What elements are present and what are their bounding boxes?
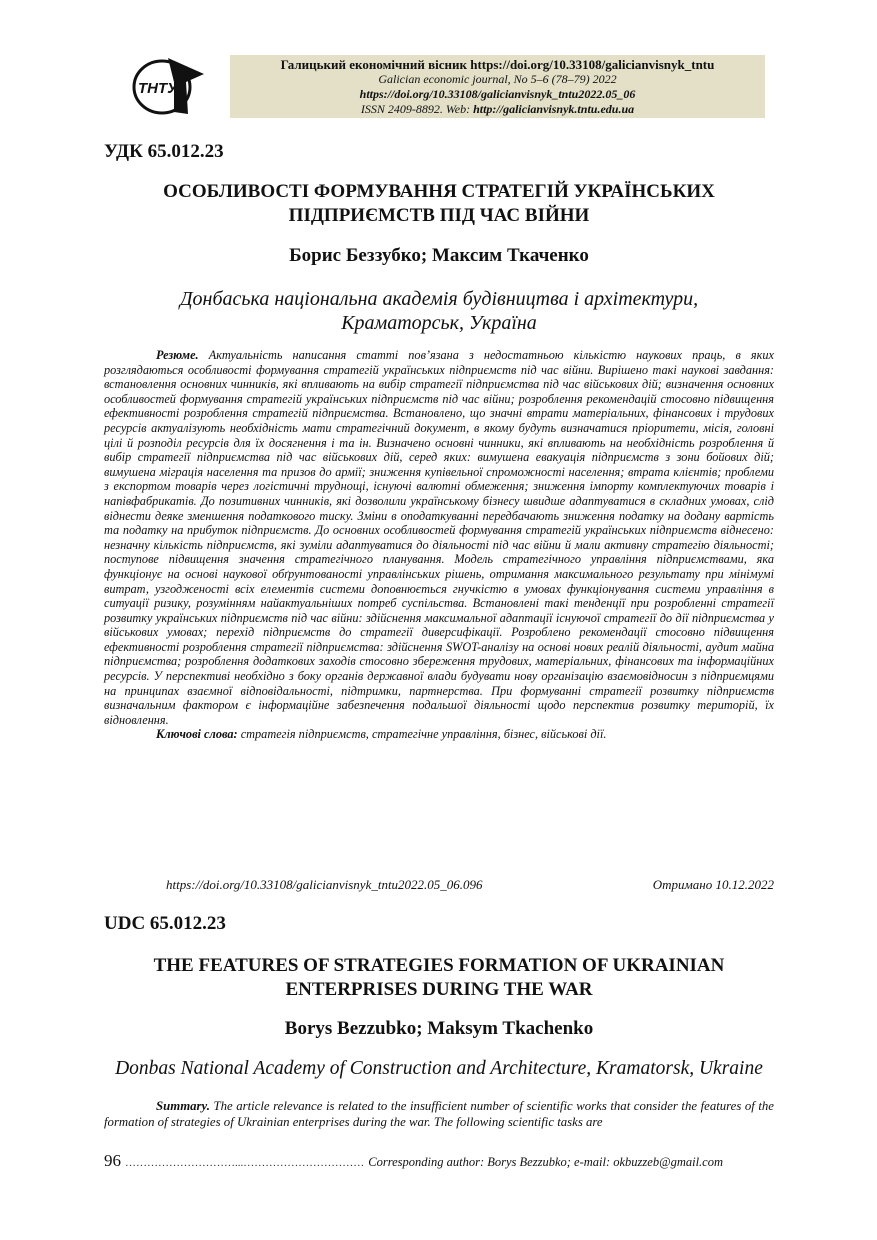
article-title-en: THE FEATURES OF STRATEGIES FORMATION OF UKRAINIAN ENTERPRISES DURING THE WAR [153, 955, 725, 1000]
summary-text: The article relevance is related to the insufficient number of scientific works that consider the features of the formation of strategies of Ukrainian enterprises during the war. The following scientific tasks are [104, 1099, 774, 1129]
keywords-text: стратегія підприємств, стратегічне управління, бізнес, військові дії. [237, 727, 607, 742]
article-title-ua: ОСОБЛИВОСТІ ФОРМУВАННЯ СТРАТЕГІЙ УКРАЇНСЬКИХ ПІДПРИЄМСТВ ПІД ЧАС ВІЙНИ [163, 181, 715, 226]
article-doi[interactable]: https://doi.org/10.33108/galicianvisnyk_tntu2022.05_06.096 [166, 877, 483, 892]
authors-en: Borys Bezzubko; Maksym Tkachenko [284, 1018, 594, 1039]
summary-label: Summary. [156, 1099, 210, 1113]
journal-issn: ISSN 2409-8892. Web: http://galicianvisnyk.tntu.edu.ua [360, 102, 635, 116]
journal-issue: Galician economic journal, No 5–6 (78–79) 2022 [378, 72, 617, 86]
logo-text: ТНТУ [138, 80, 178, 97]
authors-ua: Борис Беззубко; Максим Ткаченко [289, 245, 589, 266]
page-footer [104, 1151, 774, 1171]
journal-doi[interactable]: https://doi.org/10.33108/galicianvisnyk_tntu2022.05_06 [359, 87, 636, 101]
journal-header [230, 55, 765, 118]
keywords-label: Ключові слова: [156, 727, 238, 742]
summary-en [104, 1098, 774, 1130]
udc-en: UDC 65.012.23 [104, 913, 226, 934]
udc-ua: УДК 65.012.23 [104, 141, 224, 162]
abstract-label: Резюме. [156, 348, 199, 362]
journal-title-ua: Галицький економічний вісник https://doi.org/10.33108/galicianvisnyk_tntu [280, 57, 715, 72]
received-date: Отримано 10.12.2022 [652, 877, 774, 892]
tntu-logo-icon [128, 52, 206, 118]
journal-logo [128, 52, 206, 118]
affiliation-en: Donbas National Academy of Construction and Architecture, Kramatorsk, Ukraine [115, 1058, 763, 1079]
journal-web-link[interactable]: http://galicianvisnyk.tntu.edu.ua [473, 102, 635, 116]
abstract-text: Актуальність написання статті пов’язана з недостатньою кількістю наукових праць, в яких розглядаються особливості формування стратегій українських підприємств під час війни. Вирішено такі наукові завдання: встановлення основних чинників, які впливають на вибір стратегії підприємства під час військових дій; визначення основних особливостей формування стратегій українських підприємств під час війни; розроблення рекомендацій стосовно підвищення ефективності розроблення стратегій підприємства. Встановлено, що значні втрати матеріальних, фінансових і трудових ресурсів актуалізують необхідність мати стратегічний документ, в якому будуть визначатися пріоритети, місія, головні цілі й розподіл ресурсів для їх досягнення і та ін. Визначено основні чинники, які впливають на необхідність розроблення й вибір стратегії підприємства під час військових дій, серед яких: вимушена евакуація підприємств з зони бойових дій; вимушена міграція населення та призов до армії; зниження купівельної спроможності населення; втрата клієнтів; проблеми з експортом товарів через логістичні труднощі, існуючі валютні обмеження; зниження імпорту комплектуючих товарів і напівфабрикатів. До позитивних чинників, які дозволили українському бізнесу швидше адаптуватися в складних умовах, слід віднести деяке зменшення податкового тиску. Зміни в оподаткуванні передбачають зниження податку на додану вартість та податку на прибуток підприємств. До основних особливостей формування стратегій українських підприємств віднесено: незначну кількість підприємств, які зуміли адаптуватися до діяльності під час війни й мали активну стратегію діяльності; поступове підвищення значення стратегічного планування. Модель стратегічного управління підприємствами, яка функціонує на основі наукової обґрунтованості управлінських рішень, отримання максимального результату при мінімумі витрат, узгодженості всіх елементів системи доповнюється гнучкістю в умовах функціонування системи управління в ситуації ризику, розумінням найактуальніших потреб суспільства. Встановлені такі тенденції при розробленні стратегії розвитку українських підприємств під час війни: здійснення максимальної адаптації існуючої стратегії до дії підприємства у військових умовах; перехід підприємств до стратегії диверсифікації. Розроблено рекомендації стосовно підвищення ефективності розроблення стратегії підприємства: здійснення SWOT-аналізу на основі нових реалій діяльності, аудит майна підприємства; розроблення додаткових заходів стосовно збереження трудових, матеріальних, фінансових та інформаційних ресурсів. У перспективі необхідно з боку органів державної влади будувати нову організацію взаємовідносин з підприємцями на принципах взаємної відповідальності, підтримки, партнерства. При формуванні стратегії розвитку підприємств визначальним фактором є інформаційне забезпечення подальшої діяльності щодо перспектив розвитку територій, їх відновлення. [104, 348, 774, 727]
affiliation-ua: Донбаська національна академія будівництва і архітектури, Краматорськ, Україна [179, 288, 699, 334]
abstract-ua [104, 348, 774, 742]
corresponding-author: Corresponding author: Borys Bezzubko; e-mail: okbuzzeb@gmail.com [368, 1155, 723, 1169]
page-number: 96 [104, 1151, 121, 1170]
footer-dots: …………………………...…………………………… [125, 1157, 365, 1169]
